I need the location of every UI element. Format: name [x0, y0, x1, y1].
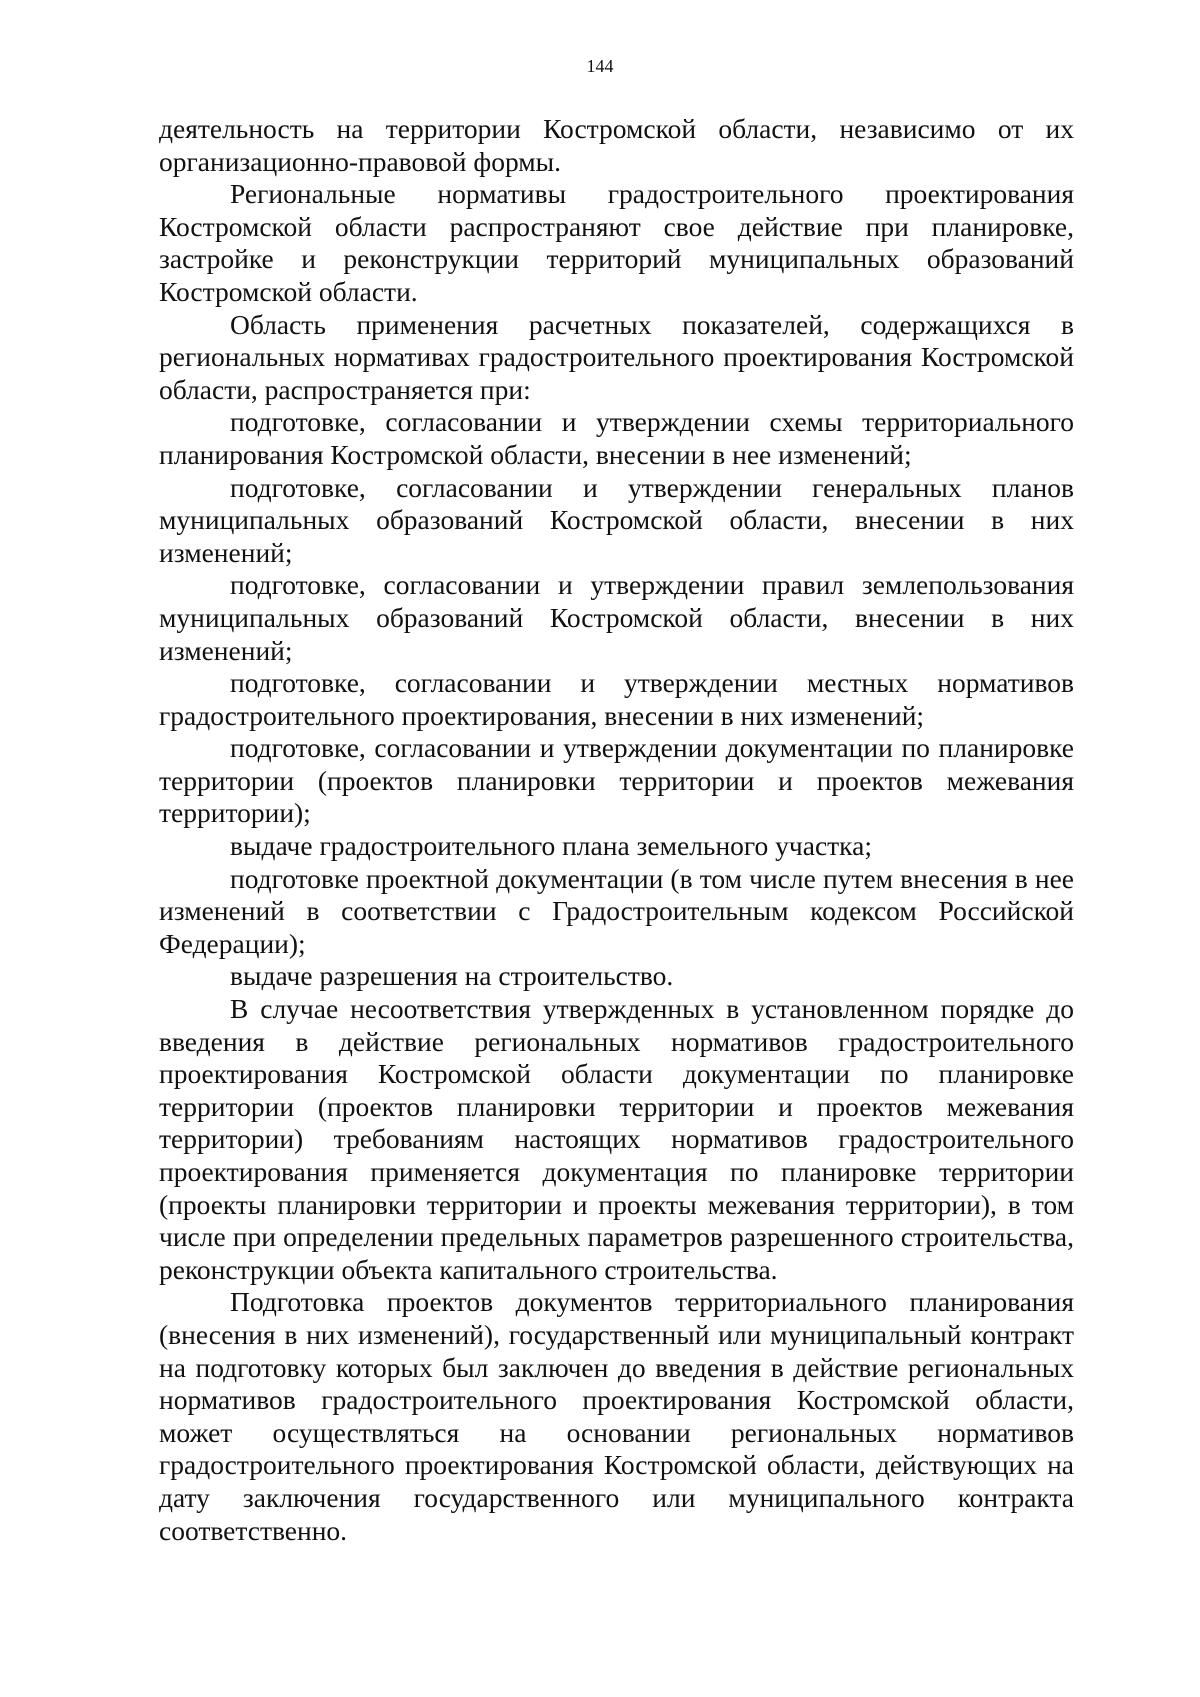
paragraph-application-area: Область применения расчетных показателей, содержащихся в региональных нормативах градостроительного проектирования Костромской области, распространяется при:	[159, 308, 1074, 405]
paragraph-scope: Региональные нормативы градостроительного проектирования Костромской области распространяют свое действие при планировке, застройке и реконструкции территорий муниципальных образований Костромской области.	[159, 178, 1074, 307]
list-item-project-documentation: подготовке проектной документации (в том числе путем внесения в нее изменений в соответствии с Градостроительным кодексом Российской Федерации);	[159, 862, 1074, 959]
list-item-territorial-scheme: подготовке, согласовании и утверждении схемы территориального планирования Костромской области, внесении в нее изменений;	[159, 406, 1074, 470]
document-body	[159, 113, 1074, 1547]
paragraph-preparation: Подготовка проектов документов территориального планирования (внесения в них изменений), государственный или муниципальный контракт на подготовку которых был заключен до введения в действие региональных нормативов градостроительного проектирования Костромской области, может осуществляться на основании региональных нормативов градостроительного проектирования Костромской области, действующих на дату заключения государственного или муниципального контракта соответственно.	[159, 1286, 1074, 1546]
list-item-land-use-rules: подготовке, согласовании и утверждении правил землепользования муниципальных образований Костромской области, внесении в них изменений;	[159, 569, 1074, 666]
list-item-local-standards: подготовке, согласовании и утверждении местных нормативов градостроительного проектирования, внесении в них изменений;	[159, 667, 1074, 731]
paragraph-continuation: деятельность на территории Костромской области, независимо от их организационно-правовой формы.	[159, 113, 1074, 177]
page-number: 144	[586, 56, 614, 76]
list-item-land-plot-plan: выдаче градостроительного плана земельного участка;	[230, 830, 872, 862]
list-item-general-plans: подготовке, согласовании и утверждении генеральных планов муниципальных образований Костромской области, внесении в них изменений;	[159, 471, 1074, 568]
list-item-planning-documentation: подготовке, согласовании и утверждении документации по планировке территории (проектов планировки территории и проектов межевания территории);	[159, 732, 1074, 829]
list-item-building-permit: выдаче разрешения на строительство.	[230, 960, 674, 992]
paragraph-nonconformity: В случае несоответствия утвержденных в установленном порядке до введения в действие региональных нормативов градостроительного проектирования Костромской области документации по планировке территории (проектов планировки территории и проектов межевания территории) требованиям настоящих нормативов градостроительного проектирования применяется документация по планировке территории (проекты планировки территории и проекты межевания территории), в том числе при определении предельных параметров разрешенного строительства, реконструкции объекта капитального строительства.	[159, 993, 1074, 1285]
